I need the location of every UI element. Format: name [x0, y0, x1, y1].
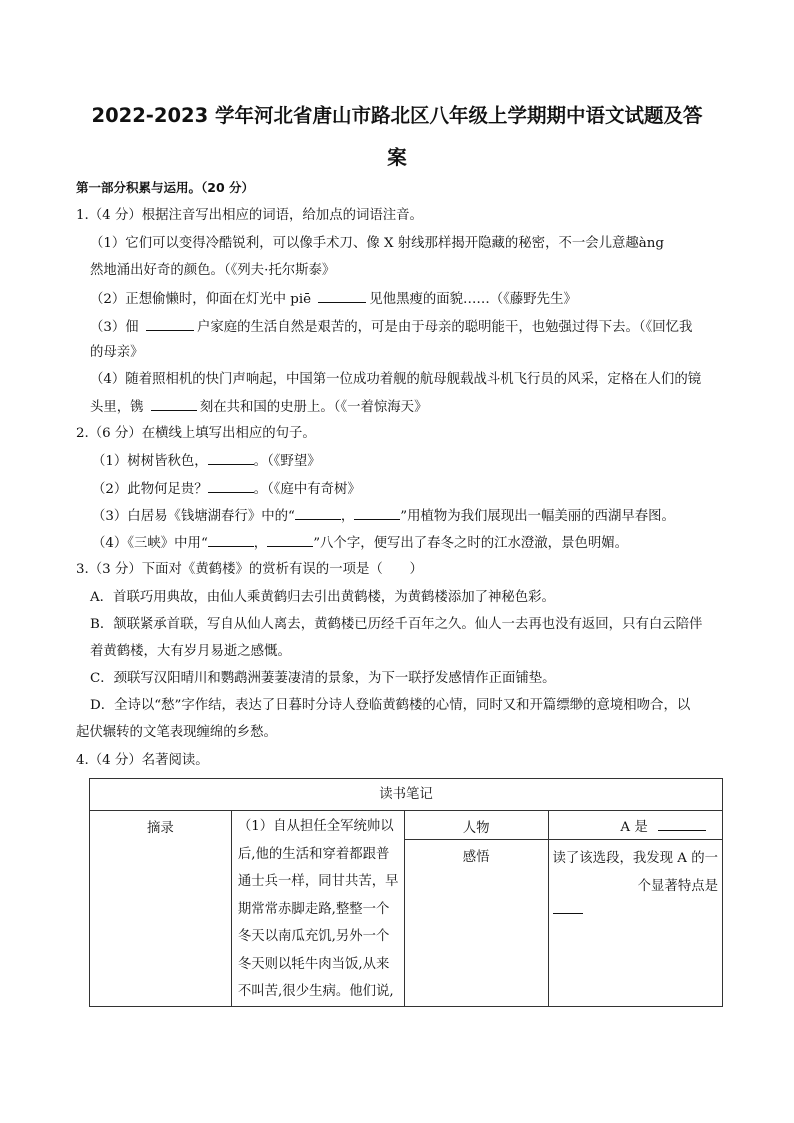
- q1-sub2-text-a: （2）正想偷懒时，仰面在灯光中 piē: [90, 292, 312, 307]
- reading-notes-table: [89, 778, 723, 1007]
- q2-sub3-text-a: （3）白居易《钱塘湖春行》中的“: [92, 509, 295, 524]
- q2-sub4-text-a: （4）《三峡》中用“: [92, 536, 208, 551]
- q1-sub1-line1: （1）它们可以变得冷酷锐利，可以像手术刀、像 X 射线那样揭开隐藏的秘密，不一会儿意趣àng: [90, 236, 664, 251]
- q2-sub3-answer-blank-1[interactable]: [295, 507, 341, 520]
- q1-sub4-text-c: 刻在共和国的史册上。（《一着惊海天》: [199, 400, 428, 415]
- reading-notes-header: 读书笔记: [90, 779, 723, 811]
- person-label: 人物: [404, 811, 548, 840]
- q1-sub4-text-b: 头里，镌: [90, 400, 144, 415]
- q3-option-d-line1[interactable]: D．全诗以“愁”字作结，表达了日暮时分诗人登临黄鹤楼的心情，同时又和开篇缥缈的意境相吻合，以: [90, 698, 691, 713]
- q1-sub3-answer-blank[interactable]: [146, 318, 194, 331]
- q1-sub2-answer-blank[interactable]: [318, 290, 366, 303]
- q2-sub3: [92, 507, 752, 526]
- q3-option-b-line2: 着黄鹤楼，大有岁月易逝之感慨。: [90, 644, 291, 659]
- excerpt-line: 期常常赤脚走路,整整一个: [237, 901, 390, 917]
- q2-sub3-answer-blank-2[interactable]: [354, 507, 400, 520]
- q3-option-b-line1[interactable]: B．颔联紧承首联，写自从仙人离去，黄鹤楼已历经千百年之久。仙人一去再也没有返回，只有白云陪伴: [90, 617, 703, 632]
- q1-stem: 1.（4 分）根据注音写出相应的词语，给加点的词语注音。: [76, 208, 423, 223]
- feeling-answer-blank[interactable]: [553, 901, 583, 914]
- q2-sub4-separator: ，: [253, 536, 268, 551]
- excerpt-line: 通士兵一样，同甘共苦，早: [237, 874, 399, 889]
- q2-sub2-text-b: 。（《庭中有奇树》: [253, 482, 361, 497]
- excerpt-line: 冬天以南瓜充饥,另外一个: [237, 929, 390, 944]
- person-answer-blank[interactable]: [658, 818, 706, 831]
- q2-sub4-text-b: ”八个字，便写出了春冬之时的江水澄澈，景色明媚。: [313, 536, 629, 551]
- q1-sub4-answer-blank[interactable]: [151, 398, 197, 411]
- q1-sub4-line2: [90, 398, 750, 417]
- q3-option-d-line2: 起伏辗转的文笔表现缠绵的乡愁。: [76, 725, 277, 740]
- document-title: [60, 95, 734, 179]
- q2-sub3-text-b: ”用植物为我们展现出一幅美丽的西湖早春图。: [400, 509, 675, 524]
- feeling-text: 个显著特点是: [637, 879, 718, 894]
- q1-sub3-text-b: 户家庭的生活自然是艰苦的，可是由于母亲的聪明能干，也勉强过得下去。（《回忆我: [196, 320, 693, 335]
- q3-stem: 3.（3 分）下面对《黄鹤楼》的赏析有误的一项是（ ）: [76, 562, 423, 577]
- part-header: 第一部分积累与运用。（20 分）: [76, 180, 254, 195]
- q2-sub1-text-b: 。（《野望》: [253, 454, 321, 469]
- excerpt-line: 冬天则以牦牛肉当饭,从来: [237, 956, 390, 972]
- q4-stem: 4.（4 分）名著阅读。: [76, 753, 209, 768]
- q2-sub2-text-a: （2）此物何足贵？: [92, 482, 208, 497]
- person-cell: [548, 811, 722, 840]
- q1-sub1-line2: 然地涌出好奇的颜色。（《列夫·托尔斯泰》: [90, 263, 336, 278]
- q2-sub2-answer-blank[interactable]: [208, 480, 254, 493]
- q2-sub1-answer-blank[interactable]: [208, 452, 254, 465]
- q2-sub2: [92, 480, 752, 499]
- excerpt-label: 摘录: [90, 811, 232, 1007]
- q1-sub2-text-b: 见他黑瘦的面貌……（《藤野先生》: [369, 292, 577, 307]
- feeling-line-2: [553, 873, 718, 914]
- q3-option-a[interactable]: A．首联巧用典故，由仙人乘黄鹤归去引出黄鹤楼，为黄鹤楼添加了神秘色彩。: [90, 590, 555, 605]
- excerpt-line: 后,他的生活和穿着都跟普: [237, 846, 390, 862]
- q2-stem: 2.（6 分）在横线上填写出相应的句子。: [76, 426, 316, 441]
- q1-sub3-text-a: （3）佃: [90, 320, 139, 335]
- q3-option-c[interactable]: C．颈联写汉阳晴川和鹦鹉洲萋萋凄清的景象，为下一联抒发感情作正面铺垫。: [90, 671, 556, 686]
- feeling-line-1: 读了该选段，我发现 A 的一: [552, 851, 718, 866]
- q1-sub3-line2: 的母亲》: [90, 345, 144, 360]
- q2-sub3-separator: ，: [340, 509, 355, 524]
- q2-sub1-text-a: （1）树树皆秋色，: [92, 454, 208, 469]
- q2-sub1: [92, 452, 752, 471]
- excerpt-line: 不叫苦,很少生病。他们说,: [237, 984, 394, 999]
- person-value: A 是: [620, 820, 648, 835]
- q2-sub4-answer-blank-1[interactable]: [208, 534, 254, 547]
- title-line-1: 2022-2023 学年河北省唐山市路北区八年级上学期期中语文试题及答: [91, 104, 703, 127]
- q1-sub4-line1: （4）随着照相机的快门声响起，中国第一位成功着舰的航母舰载战斗机飞行员的风采，定格在人们的镜: [90, 372, 702, 387]
- excerpt-line: （1）自从担任全军统帅以: [237, 819, 394, 834]
- feeling-label: 感悟: [404, 840, 548, 1007]
- q2-sub4: [92, 534, 752, 553]
- q1-sub3: [90, 318, 750, 337]
- feeling-cell: [548, 840, 722, 1007]
- q2-sub4-answer-blank-2[interactable]: [267, 534, 313, 547]
- title-line-2: 案: [387, 146, 407, 169]
- excerpt-text: [231, 811, 404, 1007]
- q1-sub2: [90, 290, 750, 309]
